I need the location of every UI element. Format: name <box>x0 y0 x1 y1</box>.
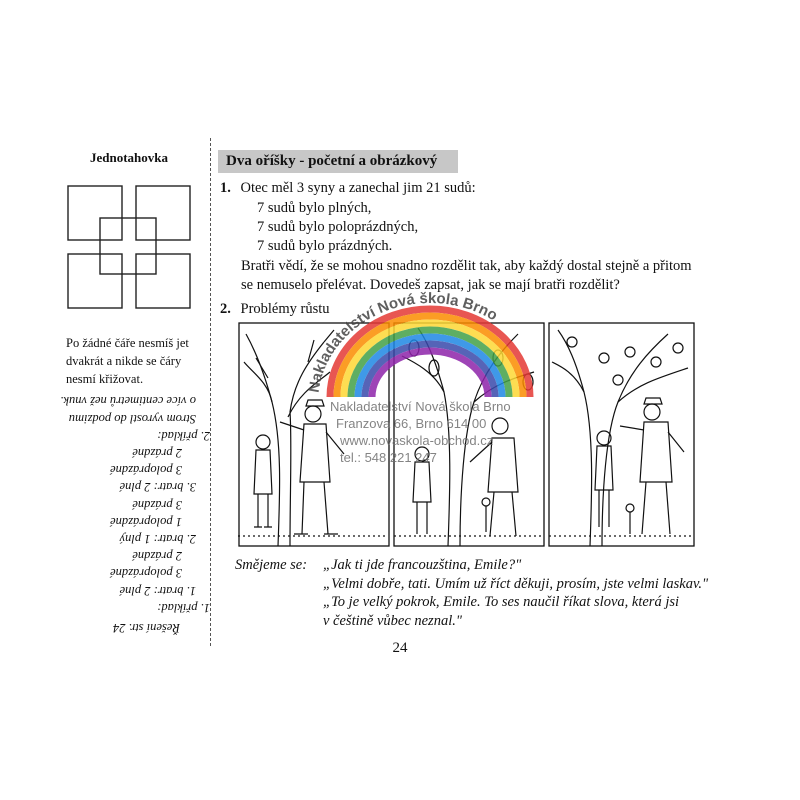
task1-line: 7 sudů bylo plných, <box>257 200 372 216</box>
task1-line: 7 sudů bylo prázdných. <box>257 238 393 254</box>
solution-line: o více centimetrů než vnuk. <box>60 394 196 409</box>
solution-ex2-label: 2. příklad: <box>157 428 210 443</box>
sidebar-title: Jednotahovka <box>89 150 169 165</box>
solution-header: Řešení str. 24 <box>112 620 180 635</box>
section-title: Dva oříšky - početní a obrázkový <box>218 150 458 173</box>
dialog-line: „To je velký pokrok, Emile. To ses naučil říkat slova, která jsi <box>323 594 680 610</box>
solution-line: 2. bratr: 1 plný <box>119 531 196 546</box>
dialog-line: „Jak ti jde francouzština, Emile?" <box>323 557 522 573</box>
upside-down-solution <box>60 392 210 636</box>
solution-line: 1 poloprázdné <box>110 514 182 529</box>
solution-line: Strom vyrostl do podzimu <box>68 411 196 426</box>
panel-3 <box>549 330 694 546</box>
solution-line: 3. bratr: 2 plné <box>119 480 196 495</box>
comic-strip <box>238 322 695 547</box>
solution-line: 2 prázdné <box>132 549 182 564</box>
solution-ex1-label: 1. příklad: <box>157 600 210 615</box>
task1-line: se nemuselo přelévat. Dovedeš zapsat, jak se mají bratři rozdělit? <box>241 277 620 293</box>
solution-line: 3 prázdné <box>132 497 182 512</box>
task1-text: Otec měl 3 syny a zanechal jim 21 sudů: <box>240 180 476 196</box>
panel-1 <box>238 330 388 546</box>
task2-title: Problémy růstu <box>240 301 330 317</box>
page-number: 24 <box>392 640 408 656</box>
panel-2 <box>394 328 544 546</box>
solution-line: 1. bratr: 2 plné <box>119 583 196 598</box>
task1-first-line <box>220 180 476 197</box>
sidebar-rule <box>66 334 216 388</box>
dialog-label: Smějeme se: <box>235 557 308 573</box>
solution-line: 2 prázdné <box>132 445 182 460</box>
dialog-line: v češtině vůbec neznal." <box>323 612 462 629</box>
task2-number: 2. <box>220 301 231 317</box>
one-stroke-puzzle <box>64 182 194 310</box>
watermark-line: Nakladatelství Nová škola Brno <box>330 399 511 414</box>
solution-line: 3 poloprázdné <box>110 566 182 581</box>
task1-number: 1. <box>220 180 231 196</box>
rule-line: dvakrát a nikde se čáry <box>66 354 182 368</box>
sidebar <box>54 138 211 646</box>
watermark-line: Franzova 66, Brno 614 00 <box>336 416 487 431</box>
dialog-line: „Velmi dobře, tati. Umím už říct děkuji, prosím, jste velmi laskav." <box>323 575 709 592</box>
watermark-arc-text: Nakladatelství Nová škola Brno <box>305 289 501 394</box>
watermark-line: www.novaskola-obchod.cz <box>340 433 494 448</box>
task2-heading <box>220 301 330 318</box>
rule-line: Po žádné čáře nesmíš jet <box>66 336 189 350</box>
task1-line: 7 sudů bylo poloprázdných, <box>257 219 419 235</box>
watermark-line: tel.: 548 221 247 <box>340 450 437 465</box>
rule-line: nesmí křižovat. <box>66 372 144 386</box>
solution-line: 3 poloprázdné <box>110 463 182 478</box>
task1-line: Bratři vědí, že se mohou snadno rozdělit tak, aby každý dostal stejně a přitom <box>241 258 692 274</box>
joke-dialog <box>235 556 708 630</box>
